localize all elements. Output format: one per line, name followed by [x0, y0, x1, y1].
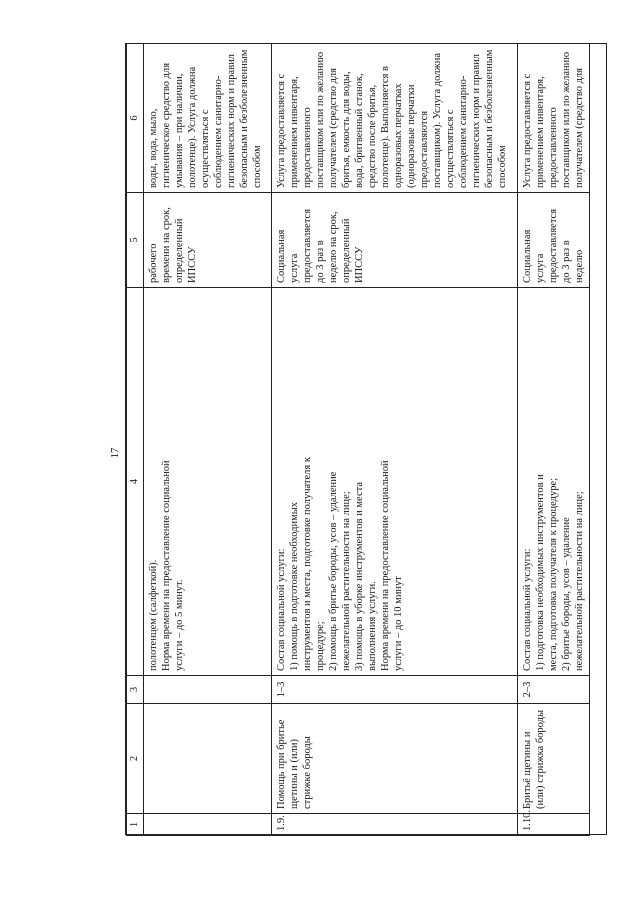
text-line: определенный: [341, 218, 352, 283]
text-line: 2) помощь в бритье бороды, усов – удаление: [328, 471, 339, 671]
text-line: 3) помощь в уборке инструментов и места: [354, 482, 365, 671]
text-line: Социальная: [276, 229, 287, 283]
text-line: щетины и (или): [289, 739, 300, 809]
text-line: осуществляться с: [445, 109, 456, 188]
text-line: ИПССУ: [187, 246, 198, 283]
text-line: полотенце). Выполняется в: [380, 66, 391, 188]
text-line: (или) стрижка бороды: [535, 709, 546, 809]
text-line: полотенцем (салфеткой).: [148, 559, 159, 671]
text-line: Социальная: [522, 229, 533, 283]
cell-description: [144, 288, 272, 676]
text-line: 2) бритье бороды, усов – удаление: [561, 517, 572, 671]
text-line: средство после бритья,: [367, 84, 378, 188]
cell-level: 1–3: [272, 676, 518, 704]
text-line: воды, вода, мыло,: [148, 108, 159, 188]
text-line: стрижке бороды: [302, 736, 313, 809]
cell-frequency: [518, 193, 590, 288]
text-line: умывания – при наличии,: [174, 73, 185, 188]
cell-service-name: [272, 704, 518, 814]
cell-service-name: [144, 704, 272, 814]
header-cell: 4: [127, 288, 144, 676]
text-line: предоставляется: [548, 208, 559, 283]
text-line: определенный: [174, 218, 185, 283]
text-line: услуга: [535, 253, 546, 283]
cell-number: 1.10.: [518, 814, 590, 836]
text-line: безопасным и безболезненным: [239, 49, 250, 188]
page-number: 17: [109, 447, 121, 459]
text-line: предоставляются: [419, 110, 430, 188]
cell-level: [144, 676, 272, 704]
text-line: поставщиком). Услуга должна: [432, 53, 443, 188]
text-line: предоставленного: [548, 107, 559, 188]
header-cell: 3: [127, 676, 144, 704]
text-line: Состав социальной услуги:: [522, 548, 533, 671]
text-line: бритья, емкость для воды,: [341, 71, 352, 188]
text-line: 1) помощь в подготовке необходимых: [289, 501, 300, 671]
header-cell: 2: [127, 704, 144, 814]
text-line: гигиеническое средство для: [161, 62, 172, 188]
text-line: 1) подготовка необходимых инструментов и: [535, 474, 546, 671]
text-line: предоставленного: [302, 107, 313, 188]
text-line: времени на срок,: [161, 207, 172, 283]
header-cell: 6: [127, 44, 144, 193]
cell-description: [518, 288, 590, 676]
cell-description: [272, 288, 518, 676]
text-line: инструментов и места, подготовке получателя к: [302, 457, 313, 671]
text-line: вода, бритвенный станок,: [354, 73, 365, 188]
cell-level: 2–3: [518, 676, 590, 704]
cell-frequency: [144, 193, 272, 288]
text-line: неделю на срок,: [328, 211, 339, 283]
text-line: процедуре;: [315, 621, 326, 671]
cell-conditions: [272, 44, 518, 193]
text-line: услуги – до 5 минут.: [174, 579, 185, 671]
text-line: применением инвентаря,: [535, 76, 546, 188]
cell-number: 1.9.: [272, 814, 518, 836]
table-row-continuation: [144, 44, 272, 836]
text-line: Норма времени на предоставление социальной: [380, 460, 391, 671]
table: [126, 43, 590, 836]
text-line: осуществляться с: [200, 109, 211, 188]
header-row: [127, 44, 144, 836]
cell-conditions: [518, 44, 590, 193]
text-line: рабочего: [148, 243, 159, 283]
text-line: предоставляется: [302, 208, 313, 283]
header-cell: 1: [127, 814, 144, 836]
table-row-1-9: [272, 44, 518, 836]
text-line: способом: [497, 145, 508, 188]
text-line: способом: [252, 145, 263, 188]
text-line: услуги – до 10 минут: [393, 576, 404, 671]
text-line: получателем (средство для: [328, 67, 339, 188]
text-line: полотенце). Услуга должна: [187, 66, 198, 188]
cell-conditions: [144, 44, 272, 193]
text-line: гигиенических норм и правил: [471, 53, 482, 188]
text-line: ИПССУ: [354, 246, 365, 283]
cell-frequency: [272, 193, 518, 288]
cell-number: [144, 814, 272, 836]
text-line: безопасным и безболезненным: [484, 49, 495, 188]
text-line: гигиенических норм и правил: [226, 53, 237, 188]
text-line: нежелательной растительности на лице;: [574, 491, 585, 671]
text-line: услуга: [289, 253, 300, 283]
text-line: получателем (средство для: [574, 67, 585, 188]
text-line: соблюдением санитарно-: [213, 75, 224, 188]
text-line: места, подготовка получателя к процедуре;: [548, 477, 559, 671]
text-line: применением инвентаря,: [289, 76, 300, 188]
text-line: соблюдением санитарно-: [458, 75, 469, 188]
cell-service-name: [518, 704, 590, 814]
header-cell: 5: [127, 193, 144, 288]
rotated-table-content: [126, 44, 608, 836]
text-line: до 3 раз в: [315, 240, 326, 283]
text-line: Услуга предоставляется с: [522, 73, 533, 188]
table-row-1-10: [518, 44, 590, 836]
text-line: Помощь при бритье: [276, 719, 287, 809]
text-line: Норма времени на предоставление социальной: [161, 460, 172, 671]
text-line: Состав социальной услуги:: [276, 548, 287, 671]
text-line: Услуга предоставляется с: [276, 73, 287, 188]
text-line: неделю: [574, 249, 585, 283]
text-line: Бритьё щетины и: [522, 731, 533, 809]
text-line: выполнения услуги.: [367, 581, 378, 671]
text-line: поставщиком или по желанию: [561, 51, 572, 188]
services-table: [125, 43, 607, 835]
text-line: (одноразовые перчатки: [406, 84, 417, 188]
text-line: поставщиком или по желанию: [315, 51, 326, 188]
text-line: до 3 раз в: [561, 240, 572, 283]
text-line: одноразовых перчатках: [393, 83, 404, 188]
text-line: нежелательной растительности на лице;: [341, 491, 352, 671]
